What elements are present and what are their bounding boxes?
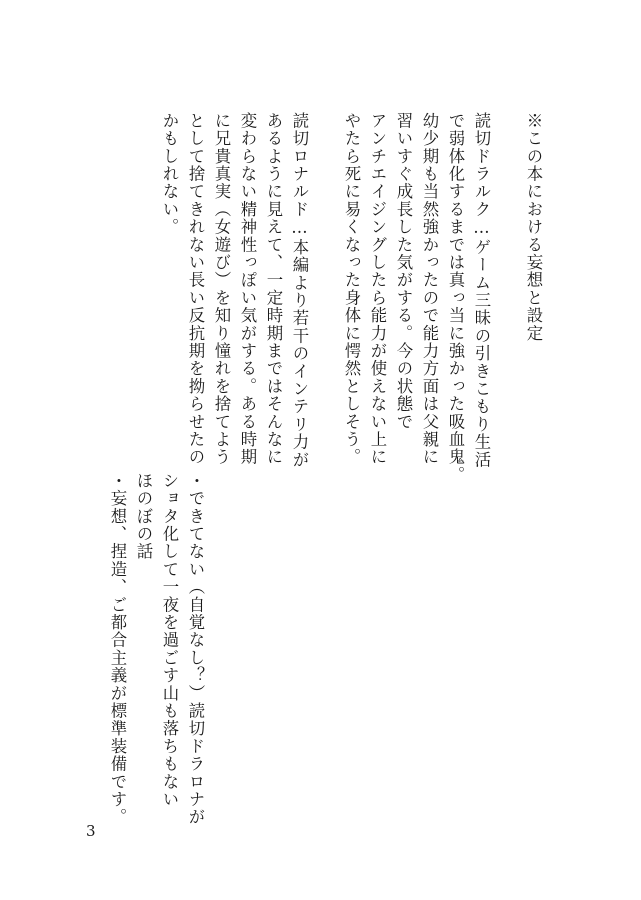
section-heading: ※この本における妄想と設定: [524, 112, 543, 343]
text-column: で弱体化するまでは真っ当に強かった吸血鬼。: [446, 112, 465, 484]
text-column: 変わらない精神性っぽい気がする。ある時期: [238, 112, 257, 466]
text-column: 読切ロナルド…本編より若干のインテリ力が: [290, 112, 309, 469]
text-column: 幼少期も当然強かったので能力方面は父親に: [420, 112, 439, 466]
bullet-column: ・妄想、捏造、ご都合主義が標準装備です。: [108, 472, 127, 826]
bullet-column: ほのぼの話: [134, 472, 153, 561]
page-number: 3: [86, 822, 96, 840]
text-column: に兄貴真実（女遊び）を知り憧れを捨てよう: [212, 112, 231, 466]
text-column: あるように見えて、一定時期まではそんなに: [264, 112, 283, 466]
text-column: かもしれない。: [160, 112, 179, 236]
text-column: として捨てきれない長い反抗期を拗らせたの: [186, 112, 205, 466]
text-column: アンチエイジングしたら能力が使えない上に: [368, 112, 387, 466]
bullet-column: ショタ化して一夜を過ごす山も落ちもない: [160, 472, 179, 809]
text-column: やたら死に易くなった身体に愕然としそう。: [342, 112, 361, 466]
bullet-column: ・できてない（自覚なし？）読切ドラロナが: [186, 472, 205, 826]
text-column: 習いすぐ成長した気がする。今の状態で: [394, 112, 413, 431]
text-column: 読切ドラルク…ゲーム三昧の引きこもり生活: [472, 112, 491, 469]
